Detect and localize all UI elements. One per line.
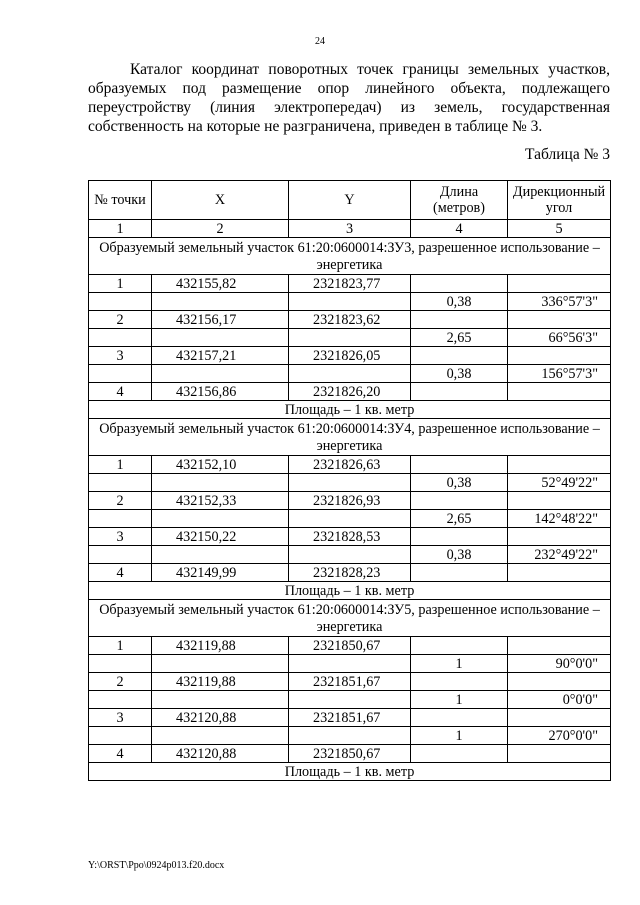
- point-number: 4: [89, 745, 152, 763]
- empty-cell: [508, 492, 611, 510]
- y-coordinate: 2321851,67: [289, 673, 411, 691]
- empty-cell: [508, 745, 611, 763]
- x-coordinate: 432149,99: [152, 564, 289, 582]
- empty-cell: [289, 474, 411, 492]
- point-number: 2: [89, 311, 152, 329]
- table-row: [89, 637, 611, 655]
- empty-cell: [508, 347, 611, 365]
- empty-cell: [411, 564, 508, 582]
- y-coordinate: 2321850,67: [289, 637, 411, 655]
- empty-cell: [411, 673, 508, 691]
- empty-cell: [152, 474, 289, 492]
- point-number: 2: [89, 673, 152, 691]
- segment-length: 2,65: [411, 329, 508, 347]
- empty-cell: [89, 329, 152, 347]
- table-row: [89, 383, 611, 401]
- empty-cell: [289, 691, 411, 709]
- page-number: 24: [315, 36, 325, 47]
- x-coordinate: 432120,88: [152, 745, 289, 763]
- x-coordinate: 432119,88: [152, 673, 289, 691]
- y-coordinate: 2321826,63: [289, 456, 411, 474]
- y-coordinate: 2321826,20: [289, 383, 411, 401]
- section-title: Образуемый земельный участок 61:20:0600014:ЗУ3, разрешенное использование – энергетика: [89, 238, 611, 275]
- segment-row: [89, 655, 611, 673]
- empty-cell: [152, 546, 289, 564]
- empty-cell: [411, 383, 508, 401]
- y-coordinate: 2321851,67: [289, 709, 411, 727]
- header-bearing: Дирекционный угол: [508, 181, 611, 220]
- empty-cell: [289, 727, 411, 745]
- empty-cell: [508, 528, 611, 546]
- segment-row: [89, 293, 611, 311]
- empty-cell: [152, 329, 289, 347]
- empty-cell: [89, 474, 152, 492]
- x-coordinate: 432156,17: [152, 311, 289, 329]
- table-row: [89, 673, 611, 691]
- segment-length: 1: [411, 727, 508, 745]
- area-row: [89, 401, 611, 419]
- x-coordinate: 432150,22: [152, 528, 289, 546]
- column-number: 5: [508, 220, 611, 238]
- x-coordinate: 432156,86: [152, 383, 289, 401]
- segment-bearing: 52°49'22": [508, 474, 611, 492]
- empty-cell: [411, 528, 508, 546]
- empty-cell: [152, 510, 289, 528]
- segment-length: 0,38: [411, 474, 508, 492]
- table-row: [89, 492, 611, 510]
- section-title-row: [89, 238, 611, 275]
- point-number: 4: [89, 383, 152, 401]
- segment-bearing: 66°56'3": [508, 329, 611, 347]
- y-coordinate: 2321828,53: [289, 528, 411, 546]
- point-number: 3: [89, 528, 152, 546]
- empty-cell: [152, 655, 289, 673]
- column-number: 4: [411, 220, 508, 238]
- empty-cell: [508, 673, 611, 691]
- empty-cell: [152, 365, 289, 383]
- empty-cell: [289, 655, 411, 673]
- table-row: [89, 456, 611, 474]
- empty-cell: [289, 510, 411, 528]
- empty-cell: [508, 383, 611, 401]
- y-coordinate: 2321850,67: [289, 745, 411, 763]
- x-coordinate: 432120,88: [152, 709, 289, 727]
- point-number: 1: [89, 275, 152, 293]
- section-title-row: [89, 419, 611, 456]
- empty-cell: [289, 546, 411, 564]
- coordinate-catalog-table: [88, 180, 611, 781]
- segment-length: 0,38: [411, 365, 508, 383]
- segment-bearing: 336°57'3": [508, 293, 611, 311]
- segment-row: [89, 329, 611, 347]
- area-value: Площадь – 1 кв. метр: [89, 763, 611, 781]
- segment-row: [89, 546, 611, 564]
- empty-cell: [508, 637, 611, 655]
- section-title: Образуемый земельный участок 61:20:0600014:ЗУ4, разрешенное использование – энергетика: [89, 419, 611, 456]
- x-coordinate: 432119,88: [152, 637, 289, 655]
- column-number: 3: [289, 220, 411, 238]
- table-header-row: [89, 181, 611, 220]
- intro-paragraph: Каталог координат поворотных точек границы земельных участков, образуемых под размещение опор линейного объекта, подлежащего переустройству (линия электропередач) из земель, государственная собственность на которые не разграничена, приведен в таблице № 3.: [88, 61, 610, 135]
- empty-cell: [411, 709, 508, 727]
- file-path-footer: Y:\ORST\Ppo\0924p013.f20.docx: [88, 860, 225, 871]
- point-number: 2: [89, 492, 152, 510]
- point-number: 3: [89, 347, 152, 365]
- empty-cell: [89, 365, 152, 383]
- segment-length: 0,38: [411, 546, 508, 564]
- empty-cell: [508, 564, 611, 582]
- header-point-number: № точки: [89, 181, 152, 220]
- segment-bearing: 0°0'0": [508, 691, 611, 709]
- segment-length: 2,65: [411, 510, 508, 528]
- empty-cell: [411, 275, 508, 293]
- segment-bearing: 270°0'0": [508, 727, 611, 745]
- empty-cell: [89, 510, 152, 528]
- empty-cell: [411, 637, 508, 655]
- y-coordinate: 2321823,77: [289, 275, 411, 293]
- column-number-row: [89, 220, 611, 238]
- y-coordinate: 2321828,23: [289, 564, 411, 582]
- point-number: 3: [89, 709, 152, 727]
- empty-cell: [508, 456, 611, 474]
- x-coordinate: 432152,10: [152, 456, 289, 474]
- segment-bearing: 142°48'22": [508, 510, 611, 528]
- segment-bearing: 90°0'0": [508, 655, 611, 673]
- point-number: 1: [89, 637, 152, 655]
- empty-cell: [89, 293, 152, 311]
- empty-cell: [411, 311, 508, 329]
- header-y: Y: [289, 181, 411, 220]
- empty-cell: [289, 293, 411, 311]
- x-coordinate: 432157,21: [152, 347, 289, 365]
- table-row: [89, 564, 611, 582]
- segment-length: 0,38: [411, 293, 508, 311]
- area-value: Площадь – 1 кв. метр: [89, 582, 611, 600]
- empty-cell: [289, 329, 411, 347]
- table-row: [89, 347, 611, 365]
- segment-length: 1: [411, 655, 508, 673]
- section-title: Образуемый земельный участок 61:20:0600014:ЗУ5, разрешенное использование – энергетика: [89, 600, 611, 637]
- table-row: [89, 311, 611, 329]
- x-coordinate: 432155,82: [152, 275, 289, 293]
- empty-cell: [508, 709, 611, 727]
- point-number: 4: [89, 564, 152, 582]
- y-coordinate: 2321826,93: [289, 492, 411, 510]
- empty-cell: [289, 365, 411, 383]
- segment-bearing: 156°57'3": [508, 365, 611, 383]
- column-number: 2: [152, 220, 289, 238]
- segment-length: 1: [411, 691, 508, 709]
- segment-row: [89, 365, 611, 383]
- segment-row: [89, 727, 611, 745]
- empty-cell: [89, 727, 152, 745]
- empty-cell: [508, 275, 611, 293]
- empty-cell: [411, 347, 508, 365]
- section-title-row: [89, 600, 611, 637]
- table-row: [89, 275, 611, 293]
- header-length: Длина (метров): [411, 181, 508, 220]
- column-number: 1: [89, 220, 152, 238]
- table-row: [89, 745, 611, 763]
- segment-row: [89, 474, 611, 492]
- table-row: [89, 709, 611, 727]
- empty-cell: [89, 655, 152, 673]
- y-coordinate: 2321823,62: [289, 311, 411, 329]
- empty-cell: [411, 456, 508, 474]
- empty-cell: [152, 727, 289, 745]
- table-row: [89, 528, 611, 546]
- y-coordinate: 2321826,05: [289, 347, 411, 365]
- area-row: [89, 763, 611, 781]
- table-caption: Таблица № 3: [525, 146, 610, 163]
- segment-row: [89, 510, 611, 528]
- empty-cell: [89, 691, 152, 709]
- area-row: [89, 582, 611, 600]
- empty-cell: [152, 691, 289, 709]
- header-x: X: [152, 181, 289, 220]
- empty-cell: [152, 293, 289, 311]
- empty-cell: [89, 546, 152, 564]
- empty-cell: [411, 745, 508, 763]
- empty-cell: [508, 311, 611, 329]
- x-coordinate: 432152,33: [152, 492, 289, 510]
- area-value: Площадь – 1 кв. метр: [89, 401, 611, 419]
- empty-cell: [411, 492, 508, 510]
- point-number: 1: [89, 456, 152, 474]
- segment-row: [89, 691, 611, 709]
- segment-bearing: 232°49'22": [508, 546, 611, 564]
